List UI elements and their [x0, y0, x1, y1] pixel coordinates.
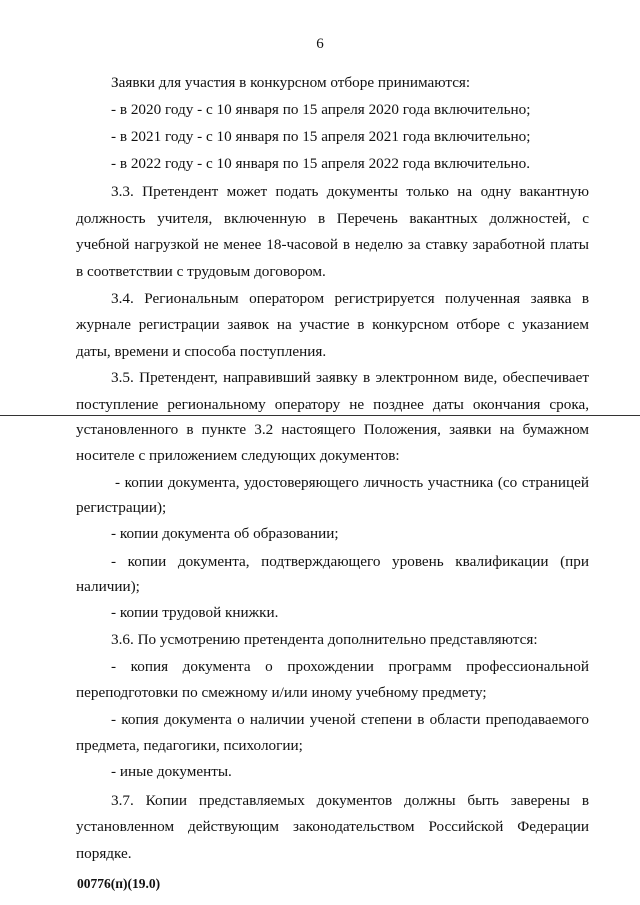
text-line: регистрации);	[76, 499, 167, 516]
text-line: - копии документа, подтверждающего уровень квалификации (при	[111, 553, 589, 570]
text-line: установленном действующим законодательством Российской Федерации	[76, 818, 589, 835]
text-line: 3.4. Региональным оператором регистрируется полученная заявка в	[111, 290, 589, 307]
text-line: даты, времени и способа поступления.	[76, 343, 327, 360]
text-line: поступление региональному оператору не позднее даты окончания срока,	[76, 396, 589, 413]
text-line: - копии документа об образовании;	[111, 525, 339, 542]
text-line: 3.5. Претендент, направивший заявку в электронном виде, обеспечивает	[111, 369, 589, 386]
text-line: предмета, педагогики, психологии;	[76, 737, 303, 754]
text-line: установленного в пункте 3.2 настоящего Положения, заявки на бумажном	[76, 421, 589, 438]
text-line: учебной нагрузкой не менее 18-часовой в неделю за ставку заработной платы	[76, 236, 589, 253]
page-number: 6	[316, 36, 324, 52]
text-line: - в 2021 году - с 10 января по 15 апреля 2021 года включительно;	[111, 128, 531, 145]
document-code: 00776(п)(19.0)	[77, 876, 161, 891]
text-line: переподготовки по смежному и/или иному учебному предмету;	[76, 684, 487, 701]
text-line: - в 2020 году - с 10 января по 15 апреля 2020 года включительно;	[111, 101, 531, 118]
text-line: - копия документа о наличии ученой степени в области преподаваемого	[111, 711, 589, 728]
text-line: - копии документа, удостоверяющего личность участника (со страницей	[115, 474, 589, 491]
text-line: - иные документы.	[111, 763, 232, 780]
text-line: порядке.	[76, 845, 132, 862]
text-line: 3.3. Претендент может подать документы только на одну вакантную	[111, 183, 589, 200]
text-line: должность учителя, включенную в Перечень вакантных должностей, с	[76, 210, 589, 227]
text-line: - копии трудовой книжки.	[111, 604, 279, 621]
text-line: - копия документа о прохождении программ профессиональной	[111, 658, 589, 675]
text-line: 3.6. По усмотрению претендента дополнительно представляются:	[111, 631, 538, 648]
text-line: - в 2022 году - с 10 января по 15 апреля 2022 года включительно.	[111, 155, 531, 172]
text-line: носителе с приложением следующих документов:	[76, 447, 400, 464]
text-line: 3.7. Копии представляемых документов должны быть заверены в	[111, 792, 589, 809]
text-line: журнале регистрации заявок на участие в конкурсном отборе с указанием	[76, 316, 589, 333]
text-line: наличии);	[76, 578, 140, 595]
scan-divider-line	[0, 415, 640, 416]
text-line: в соответствии с трудовым договором.	[76, 263, 326, 280]
text-line: Заявки для участия в конкурсном отборе принимаются:	[111, 74, 471, 91]
